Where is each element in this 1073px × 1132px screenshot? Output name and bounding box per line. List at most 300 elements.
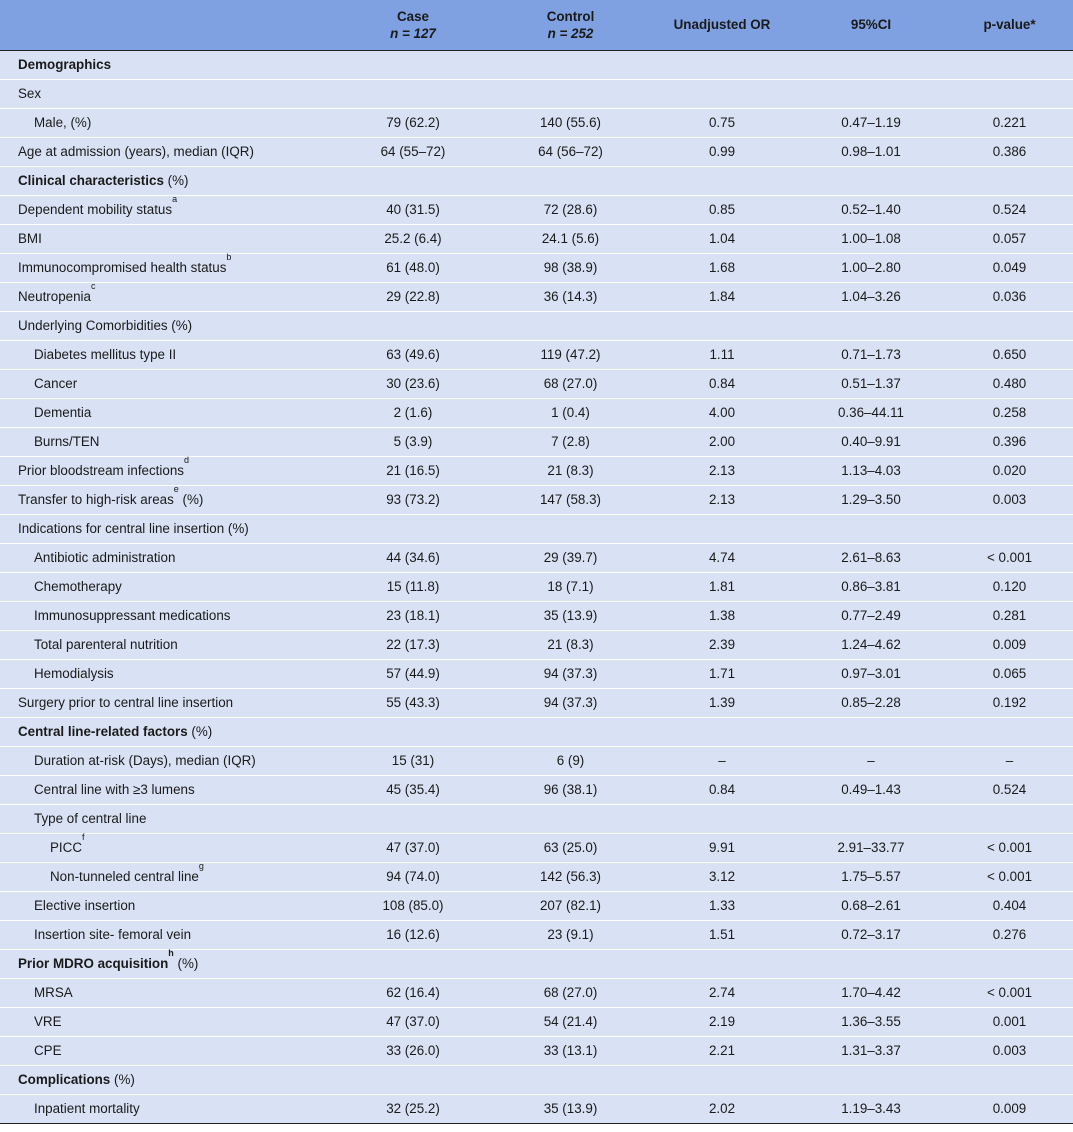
case-value: 57 (44.9) [333, 659, 493, 688]
table-row [0, 311, 1073, 340]
header-p-value [946, 0, 1073, 50]
p-value: 0.650 [946, 340, 1073, 369]
or-value [648, 949, 796, 978]
header-unadjusted-or: Unadjusted OR [648, 0, 796, 50]
ci-value: 0.51–1.37 [796, 369, 946, 398]
control-value [493, 804, 648, 833]
row-label-text: Demographics [18, 57, 112, 72]
table-row [0, 224, 1073, 253]
ci-value: 0.72–3.17 [796, 920, 946, 949]
row-label-text: Elective insertion [34, 898, 136, 913]
row-label-suffix: (%) [110, 1072, 135, 1087]
case-value: 63 (49.6) [333, 340, 493, 369]
p-value [946, 1065, 1073, 1094]
p-value [946, 949, 1073, 978]
or-value: 2.19 [648, 1007, 796, 1036]
row-label [0, 717, 333, 746]
case-value: 25.2 (6.4) [333, 224, 493, 253]
row-label-text: Non-tunneled central line [50, 869, 199, 884]
ci-value: 1.04–3.26 [796, 282, 946, 311]
table-row [0, 862, 1073, 891]
or-value [648, 50, 796, 79]
control-value [493, 949, 648, 978]
row-label [0, 398, 333, 427]
p-value: < 0.001 [946, 543, 1073, 572]
case-value: 64 (55–72) [333, 137, 493, 166]
or-value: 1.04 [648, 224, 796, 253]
control-value: 24.1 (5.6) [493, 224, 648, 253]
case-value [333, 949, 493, 978]
header-control [493, 0, 648, 50]
row-label-text: Dementia [34, 405, 92, 420]
or-value: 0.84 [648, 369, 796, 398]
or-value: 9.91 [648, 833, 796, 862]
ci-value [796, 949, 946, 978]
row-label-text: Indications for central line insertion (%) [18, 521, 249, 536]
table-row [0, 340, 1073, 369]
row-label [0, 340, 333, 369]
ci-value: 0.71–1.73 [796, 340, 946, 369]
row-label [0, 427, 333, 456]
control-value: 33 (13.1) [493, 1036, 648, 1065]
table-row [0, 920, 1073, 949]
case-value: 47 (37.0) [333, 833, 493, 862]
control-value: 147 (58.3) [493, 485, 648, 514]
p-value: 0.003 [946, 485, 1073, 514]
section-row [0, 50, 1073, 79]
table-row [0, 601, 1073, 630]
p-value: 0.020 [946, 456, 1073, 485]
case-value: 79 (62.2) [333, 108, 493, 137]
header-row [0, 0, 1073, 50]
table-row [0, 688, 1073, 717]
control-value: 54 (21.4) [493, 1007, 648, 1036]
case-value: 61 (48.0) [333, 253, 493, 282]
row-label-text: Inpatient mortality [34, 1101, 140, 1116]
table-row [0, 108, 1073, 137]
or-value: 2.13 [648, 485, 796, 514]
ci-value: 0.49–1.43 [796, 775, 946, 804]
case-value: 62 (16.4) [333, 978, 493, 1007]
control-value: 207 (82.1) [493, 891, 648, 920]
case-value: 5 (3.9) [333, 427, 493, 456]
p-value [946, 50, 1073, 79]
footnote-marker: e [173, 484, 179, 494]
control-value: 68 (27.0) [493, 369, 648, 398]
table-row [0, 543, 1073, 572]
row-label-text: Immunosuppressant medications [34, 608, 231, 623]
row-label [0, 1065, 333, 1094]
control-value: 63 (25.0) [493, 833, 648, 862]
row-label [0, 79, 333, 108]
footnote-marker: f [82, 832, 85, 842]
case-value: 23 (18.1) [333, 601, 493, 630]
ci-value: – [796, 746, 946, 775]
row-label [0, 978, 333, 1007]
p-value: 0.049 [946, 253, 1073, 282]
section-row [0, 166, 1073, 195]
table-row [0, 79, 1073, 108]
p-value [946, 311, 1073, 340]
section-row [0, 717, 1073, 746]
p-value: < 0.001 [946, 833, 1073, 862]
row-label-text: Duration at-risk (Days), median (IQR) [34, 753, 256, 768]
case-value: 16 (12.6) [333, 920, 493, 949]
footnote-marker: g [198, 861, 204, 871]
case-value [333, 50, 493, 79]
row-label-text: BMI [18, 231, 42, 246]
row-label [0, 514, 333, 543]
ci-value: 1.00–1.08 [796, 224, 946, 253]
row-label [0, 775, 333, 804]
case-value [333, 514, 493, 543]
table-row [0, 804, 1073, 833]
row-label-text: Central line with ≥3 lumens [34, 782, 195, 797]
case-value: 32 (25.2) [333, 1094, 493, 1123]
row-label [0, 369, 333, 398]
case-value: 22 (17.3) [333, 630, 493, 659]
table-row [0, 398, 1073, 427]
ci-value: 0.98–1.01 [796, 137, 946, 166]
control-value: 64 (56–72) [493, 137, 648, 166]
or-value: 1.81 [648, 572, 796, 601]
p-value: 0.003 [946, 1036, 1073, 1065]
control-value: 72 (28.6) [493, 195, 648, 224]
row-label [0, 949, 333, 978]
table-row [0, 195, 1073, 224]
row-label [0, 804, 333, 833]
p-value: 0.001 [946, 1007, 1073, 1036]
row-label [0, 485, 333, 514]
table-row [0, 746, 1073, 775]
section-row [0, 1065, 1073, 1094]
ci-value: 2.91–33.77 [796, 833, 946, 862]
row-label [0, 224, 333, 253]
p-value: 0.009 [946, 630, 1073, 659]
row-label-text: MRSA [34, 985, 73, 1000]
row-label-suffix: (%) [173, 956, 199, 971]
ci-value: 0.85–2.28 [796, 688, 946, 717]
row-label-text: Male, (%) [34, 115, 92, 130]
ci-value: 0.40–9.91 [796, 427, 946, 456]
control-value: 35 (13.9) [493, 601, 648, 630]
table-row [0, 1036, 1073, 1065]
or-value: 0.99 [648, 137, 796, 166]
table-row [0, 833, 1073, 862]
p-value [946, 166, 1073, 195]
case-value: 94 (74.0) [333, 862, 493, 891]
or-value: 2.13 [648, 456, 796, 485]
row-label-text: Cancer [34, 376, 78, 391]
control-value: 94 (37.3) [493, 688, 648, 717]
header-control-title: Control [546, 8, 595, 24]
control-value: 68 (27.0) [493, 978, 648, 1007]
table-row [0, 775, 1073, 804]
p-value: 0.057 [946, 224, 1073, 253]
or-value: 2.02 [648, 1094, 796, 1123]
table-body [0, 50, 1073, 1123]
header-p-value-text: p-value* [983, 17, 1036, 33]
ci-value: 0.77–2.49 [796, 601, 946, 630]
case-value [333, 79, 493, 108]
or-value: 2.00 [648, 427, 796, 456]
ci-value [796, 50, 946, 79]
p-value [946, 514, 1073, 543]
header-95ci: 95%CI [796, 0, 946, 50]
ci-value [796, 514, 946, 543]
or-value: – [648, 746, 796, 775]
control-value: 21 (8.3) [493, 456, 648, 485]
row-label [0, 601, 333, 630]
table-row [0, 978, 1073, 1007]
footnote-marker: b [226, 252, 232, 262]
p-value: < 0.001 [946, 862, 1073, 891]
ci-value [796, 166, 946, 195]
ci-value: 2.61–8.63 [796, 543, 946, 572]
table-row [0, 1007, 1073, 1036]
or-value: 2.74 [648, 978, 796, 1007]
ci-value: 1.00–2.80 [796, 253, 946, 282]
control-value [493, 311, 648, 340]
table-row [0, 369, 1073, 398]
row-label-text: Central line-related factors [18, 724, 188, 739]
table-row [0, 485, 1073, 514]
control-value: 6 (9) [493, 746, 648, 775]
or-value: 2.39 [648, 630, 796, 659]
or-value: 1.51 [648, 920, 796, 949]
case-value: 108 (85.0) [333, 891, 493, 920]
table-row [0, 572, 1073, 601]
case-value: 29 (22.8) [333, 282, 493, 311]
control-value: 94 (37.3) [493, 659, 648, 688]
or-value: 0.75 [648, 108, 796, 137]
p-value: 0.480 [946, 369, 1073, 398]
control-value: 119 (47.2) [493, 340, 648, 369]
p-value: 0.524 [946, 195, 1073, 224]
row-label [0, 746, 333, 775]
or-value: 2.21 [648, 1036, 796, 1065]
p-value: 0.281 [946, 601, 1073, 630]
control-value [493, 50, 648, 79]
table-row [0, 891, 1073, 920]
or-value: 1.33 [648, 891, 796, 920]
or-value [648, 514, 796, 543]
footnote-marker: c [90, 281, 96, 291]
row-label [0, 920, 333, 949]
table-row [0, 253, 1073, 282]
control-value: 142 (56.3) [493, 862, 648, 891]
ci-value: 1.29–3.50 [796, 485, 946, 514]
control-value: 18 (7.1) [493, 572, 648, 601]
p-value: 0.221 [946, 108, 1073, 137]
row-label [0, 50, 333, 79]
row-label [0, 166, 333, 195]
row-label [0, 572, 333, 601]
control-value [493, 79, 648, 108]
row-label-text: Hemodialysis [34, 666, 114, 681]
p-value: 0.192 [946, 688, 1073, 717]
p-value: 0.276 [946, 920, 1073, 949]
or-value [648, 79, 796, 108]
case-value: 21 (16.5) [333, 456, 493, 485]
row-label-text: Clinical characteristics [18, 173, 164, 188]
table-row [0, 630, 1073, 659]
control-value: 23 (9.1) [493, 920, 648, 949]
or-value: 1.38 [648, 601, 796, 630]
p-value: 0.386 [946, 137, 1073, 166]
row-label [0, 311, 333, 340]
ci-value [796, 717, 946, 746]
table-row [0, 456, 1073, 485]
p-value: 0.404 [946, 891, 1073, 920]
case-value: 40 (31.5) [333, 195, 493, 224]
row-label-suffix: (%) [187, 724, 213, 739]
p-value: – [946, 746, 1073, 775]
ci-value: 0.36–44.11 [796, 398, 946, 427]
row-label [0, 137, 333, 166]
footnote-marker: a [172, 194, 178, 204]
row-label-text: PICC [50, 840, 82, 855]
ci-value: 1.19–3.43 [796, 1094, 946, 1123]
control-value: 21 (8.3) [493, 630, 648, 659]
row-label-text: Dependent mobility status [18, 202, 173, 217]
row-label-text: Sex [18, 86, 42, 101]
row-label [0, 1094, 333, 1123]
row-label-suffix: (%) [178, 492, 204, 507]
ci-value: 1.70–4.42 [796, 978, 946, 1007]
or-value [648, 804, 796, 833]
row-label [0, 195, 333, 224]
p-value: 0.396 [946, 427, 1073, 456]
row-label-text: Neutropenia [18, 289, 91, 304]
row-label [0, 688, 333, 717]
case-value: 47 (37.0) [333, 1007, 493, 1036]
or-value: 1.39 [648, 688, 796, 717]
p-value: 0.009 [946, 1094, 1073, 1123]
row-label-text: Complications [18, 1072, 111, 1087]
or-value: 0.84 [648, 775, 796, 804]
or-value [648, 1065, 796, 1094]
row-label-text: Insertion site- femoral vein [34, 927, 192, 942]
row-label-text: Transfer to high-risk areas [18, 492, 174, 507]
p-value [946, 79, 1073, 108]
table-row [0, 427, 1073, 456]
ci-value: 1.75–5.57 [796, 862, 946, 891]
header-control-n: n = 252 [547, 25, 594, 41]
or-value: 1.68 [648, 253, 796, 282]
ci-value: 1.13–4.03 [796, 456, 946, 485]
or-value: 1.71 [648, 659, 796, 688]
case-value: 55 (43.3) [333, 688, 493, 717]
p-value: 0.258 [946, 398, 1073, 427]
control-value: 29 (39.7) [493, 543, 648, 572]
p-value: 0.120 [946, 572, 1073, 601]
or-value [648, 717, 796, 746]
ci-value: 0.68–2.61 [796, 891, 946, 920]
or-value: 4.00 [648, 398, 796, 427]
or-value: 0.85 [648, 195, 796, 224]
row-label-text: Total parenteral nutrition [34, 637, 178, 652]
p-value [946, 717, 1073, 746]
table-row [0, 659, 1073, 688]
control-value: 96 (38.1) [493, 775, 648, 804]
row-label [0, 1036, 333, 1065]
case-value: 30 (23.6) [333, 369, 493, 398]
case-value: 15 (11.8) [333, 572, 493, 601]
or-value: 3.12 [648, 862, 796, 891]
p-value: 0.065 [946, 659, 1073, 688]
case-value [333, 1065, 493, 1094]
or-value: 1.11 [648, 340, 796, 369]
or-value [648, 311, 796, 340]
row-label [0, 282, 333, 311]
row-label-text: Chemotherapy [34, 579, 122, 594]
ci-value: 0.52–1.40 [796, 195, 946, 224]
footnote-marker: h [168, 948, 174, 958]
control-value: 1 (0.4) [493, 398, 648, 427]
control-value: 36 (14.3) [493, 282, 648, 311]
case-value: 45 (35.4) [333, 775, 493, 804]
ci-value [796, 311, 946, 340]
case-value: 2 (1.6) [333, 398, 493, 427]
ci-value: 0.97–3.01 [796, 659, 946, 688]
table-row [0, 1094, 1073, 1123]
header-case [333, 0, 493, 50]
row-label [0, 543, 333, 572]
ci-value: 0.47–1.19 [796, 108, 946, 137]
p-value: < 0.001 [946, 978, 1073, 1007]
row-label [0, 1007, 333, 1036]
row-label-suffix: (%) [163, 173, 189, 188]
ci-value: 1.36–3.55 [796, 1007, 946, 1036]
row-label [0, 833, 333, 862]
or-value: 4.74 [648, 543, 796, 572]
row-label [0, 862, 333, 891]
row-label [0, 456, 333, 485]
row-label [0, 253, 333, 282]
row-label [0, 630, 333, 659]
p-value [946, 804, 1073, 833]
or-value [648, 166, 796, 195]
row-label-text: Prior bloodstream infections [18, 463, 184, 478]
control-value [493, 166, 648, 195]
ci-value [796, 804, 946, 833]
row-label-text: Surgery prior to central line insertion [18, 695, 234, 710]
row-label-text: VRE [34, 1014, 62, 1029]
table-row [0, 514, 1073, 543]
row-label-text: Prior MDRO acquisition [18, 956, 169, 971]
control-value: 140 (55.6) [493, 108, 648, 137]
header-case-title: Case [396, 8, 429, 24]
ci-value: 0.86–3.81 [796, 572, 946, 601]
row-label-text: Immunocompromised health status [18, 260, 227, 275]
table-row [0, 282, 1073, 311]
row-label-text: Type of central line [34, 811, 147, 826]
row-label [0, 659, 333, 688]
row-label [0, 891, 333, 920]
header-label [0, 0, 333, 50]
control-value: 98 (38.9) [493, 253, 648, 282]
row-label-text: Underlying Comorbidities (%) [18, 318, 193, 333]
case-value [333, 717, 493, 746]
control-value [493, 717, 648, 746]
case-value [333, 804, 493, 833]
row-label-text: Burns/TEN [34, 434, 100, 449]
ci-value: 1.31–3.37 [796, 1036, 946, 1065]
control-value [493, 514, 648, 543]
case-value [333, 166, 493, 195]
row-label-text: CPE [34, 1043, 62, 1058]
